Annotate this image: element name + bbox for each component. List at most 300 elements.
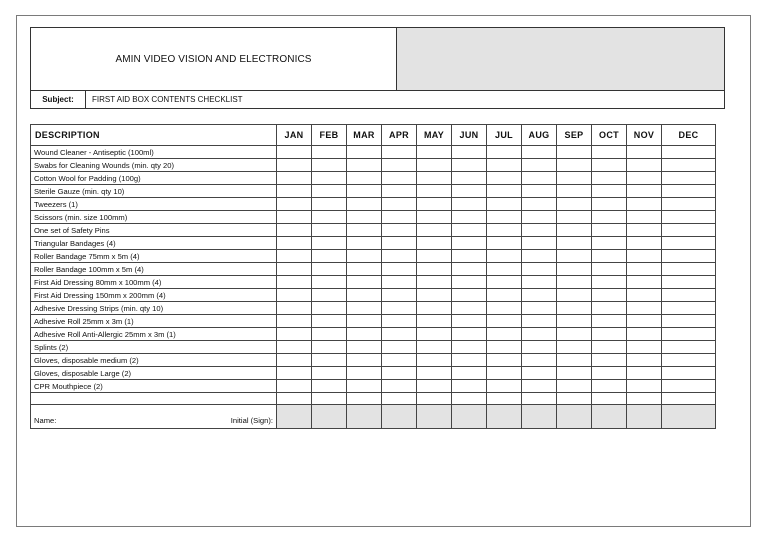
check-cell-jul[interactable] [487,276,522,289]
check-cell-mar[interactable] [347,380,382,393]
item-description: Roller Bandage 75mm x 5m (4) [31,250,277,263]
check-cell-oct[interactable] [592,185,627,198]
check-cell-jun[interactable] [452,146,487,159]
check-cell-sep[interactable] [557,185,592,198]
check-cell-dec[interactable] [662,146,716,159]
check-cell-nov[interactable] [627,146,662,159]
check-cell-feb[interactable] [312,367,347,380]
check-cell-jun[interactable] [452,172,487,185]
check-cell-sep[interactable] [557,302,592,315]
check-cell-aug[interactable] [522,211,557,224]
check-cell-jan[interactable] [277,263,312,276]
check-cell-nov[interactable] [627,289,662,302]
month-header-mar: MAR [347,125,382,146]
check-cell-jul[interactable] [487,263,522,276]
check-cell-oct[interactable] [592,341,627,354]
check-cell-sep[interactable] [557,172,592,185]
check-cell-aug[interactable] [522,172,557,185]
check-cell-apr[interactable] [382,302,417,315]
check-cell-jan[interactable] [277,354,312,367]
check-cell-oct[interactable] [592,211,627,224]
check-cell-jun[interactable] [452,328,487,341]
blank-cell [417,393,452,405]
check-cell-sep[interactable] [557,250,592,263]
check-cell-apr[interactable] [382,315,417,328]
check-cell-jun[interactable] [452,302,487,315]
check-cell-may[interactable] [417,237,452,250]
table-row [31,159,716,172]
check-cell-jan[interactable] [277,237,312,250]
check-cell-sep[interactable] [557,263,592,276]
check-cell-feb[interactable] [312,315,347,328]
blank-cell [277,393,312,405]
check-cell-mar[interactable] [347,328,382,341]
item-description: Sterile Gauze (min. qty 10) [31,185,277,198]
item-description: Triangular Bandages (4) [31,237,277,250]
check-cell-nov[interactable] [627,341,662,354]
check-cell-jun[interactable] [452,276,487,289]
month-header-aug: AUG [522,125,557,146]
check-cell-dec[interactable] [662,315,716,328]
check-cell-apr[interactable] [382,198,417,211]
item-description: First Aid Dressing 150mm x 200mm (4) [31,289,277,302]
check-cell-jan[interactable] [277,276,312,289]
check-cell-aug[interactable] [522,237,557,250]
check-cell-sep[interactable] [557,315,592,328]
check-cell-jul[interactable] [487,315,522,328]
check-cell-jul[interactable] [487,211,522,224]
check-cell-mar[interactable] [347,367,382,380]
check-cell-sep[interactable] [557,341,592,354]
check-cell-apr[interactable] [382,185,417,198]
check-cell-jun[interactable] [452,367,487,380]
check-cell-oct[interactable] [592,146,627,159]
table-row [31,315,716,328]
check-cell-feb[interactable] [312,341,347,354]
blank-cell [452,393,487,405]
check-cell-oct[interactable] [592,289,627,302]
name-cell[interactable] [31,405,277,429]
check-cell-dec[interactable] [662,224,716,237]
check-cell-nov[interactable] [627,315,662,328]
check-cell-jul[interactable] [487,159,522,172]
check-cell-feb[interactable] [312,146,347,159]
check-cell-mar[interactable] [347,172,382,185]
check-cell-aug[interactable] [522,146,557,159]
check-cell-jan[interactable] [277,185,312,198]
check-cell-apr[interactable] [382,276,417,289]
signature-cell-feb[interactable] [312,405,347,429]
check-cell-jul[interactable] [487,198,522,211]
check-cell-aug[interactable] [522,354,557,367]
check-cell-aug[interactable] [522,198,557,211]
check-cell-mar[interactable] [347,211,382,224]
table-row [31,276,716,289]
check-cell-nov[interactable] [627,380,662,393]
check-cell-nov[interactable] [627,276,662,289]
check-cell-feb[interactable] [312,354,347,367]
check-cell-dec[interactable] [662,172,716,185]
check-cell-jul[interactable] [487,367,522,380]
check-cell-jun[interactable] [452,198,487,211]
signature-cell-jun[interactable] [452,405,487,429]
check-cell-jan[interactable] [277,172,312,185]
check-cell-nov[interactable] [627,354,662,367]
check-cell-may[interactable] [417,302,452,315]
check-cell-may[interactable] [417,367,452,380]
form-header [30,27,725,109]
blank-cell [522,393,557,405]
check-cell-oct[interactable] [592,263,627,276]
item-description: Swabs for Cleaning Wounds (min. qty 20) [31,159,277,172]
check-cell-jul[interactable] [487,380,522,393]
check-cell-jul[interactable] [487,172,522,185]
check-cell-mar[interactable] [347,146,382,159]
check-cell-may[interactable] [417,289,452,302]
name-label: Name: [34,416,57,425]
check-cell-mar[interactable] [347,289,382,302]
item-description: One set of Safety Pins [31,224,277,237]
check-cell-jun[interactable] [452,354,487,367]
check-cell-jan[interactable] [277,380,312,393]
check-cell-sep[interactable] [557,159,592,172]
check-cell-feb[interactable] [312,263,347,276]
check-cell-sep[interactable] [557,276,592,289]
check-cell-apr[interactable] [382,250,417,263]
check-cell-dec[interactable] [662,159,716,172]
check-cell-nov[interactable] [627,198,662,211]
check-cell-jan[interactable] [277,159,312,172]
check-cell-nov[interactable] [627,302,662,315]
check-cell-mar[interactable] [347,276,382,289]
check-cell-feb[interactable] [312,328,347,341]
check-cell-feb[interactable] [312,224,347,237]
blank-cell [487,393,522,405]
check-cell-apr[interactable] [382,354,417,367]
item-description: First Aid Dressing 80mm x 100mm (4) [31,276,277,289]
check-cell-oct[interactable] [592,315,627,328]
blank-cell [347,393,382,405]
check-cell-jun[interactable] [452,315,487,328]
check-cell-jun[interactable] [452,250,487,263]
check-cell-sep[interactable] [557,146,592,159]
check-cell-sep[interactable] [557,380,592,393]
check-cell-jul[interactable] [487,224,522,237]
check-cell-jan[interactable] [277,302,312,315]
check-cell-may[interactable] [417,198,452,211]
check-cell-mar[interactable] [347,263,382,276]
check-cell-may[interactable] [417,263,452,276]
blank-cell [592,393,627,405]
table-row [31,224,716,237]
check-cell-may[interactable] [417,159,452,172]
check-cell-sep[interactable] [557,354,592,367]
check-cell-apr[interactable] [382,146,417,159]
check-cell-jul[interactable] [487,328,522,341]
check-cell-aug[interactable] [522,289,557,302]
item-description: Wound Cleaner - Antiseptic (100ml) [31,146,277,159]
check-cell-jan[interactable] [277,289,312,302]
check-cell-nov[interactable] [627,172,662,185]
signature-cell-aug[interactable] [522,405,557,429]
check-cell-aug[interactable] [522,315,557,328]
check-cell-jan[interactable] [277,224,312,237]
signature-cell-nov[interactable] [627,405,662,429]
check-cell-dec[interactable] [662,263,716,276]
signature-row [31,405,716,429]
check-cell-mar[interactable] [347,250,382,263]
check-cell-jul[interactable] [487,289,522,302]
check-cell-aug[interactable] [522,263,557,276]
check-cell-dec[interactable] [662,276,716,289]
table-row [31,146,716,159]
check-cell-oct[interactable] [592,250,627,263]
check-cell-nov[interactable] [627,224,662,237]
check-cell-may[interactable] [417,224,452,237]
check-cell-may[interactable] [417,185,452,198]
check-cell-dec[interactable] [662,289,716,302]
check-cell-dec[interactable] [662,302,716,315]
check-cell-jun[interactable] [452,237,487,250]
check-cell-jan[interactable] [277,328,312,341]
item-description: Scissors (min. size 100mm) [31,211,277,224]
check-cell-dec[interactable] [662,198,716,211]
check-cell-mar[interactable] [347,302,382,315]
company-name: AMIN VIDEO VISION AND ELECTRONICS [31,28,397,91]
check-cell-aug[interactable] [522,328,557,341]
logo-area [397,28,724,91]
check-cell-sep[interactable] [557,367,592,380]
check-cell-jan[interactable] [277,146,312,159]
check-cell-oct[interactable] [592,302,627,315]
check-cell-dec[interactable] [662,354,716,367]
item-description: Gloves, disposable Large (2) [31,367,277,380]
blank-row [31,393,716,405]
table-row [31,250,716,263]
check-cell-may[interactable] [417,276,452,289]
check-cell-feb[interactable] [312,211,347,224]
item-description: CPR Mouthpiece (2) [31,380,277,393]
check-cell-apr[interactable] [382,367,417,380]
check-cell-may[interactable] [417,328,452,341]
check-cell-oct[interactable] [592,328,627,341]
check-cell-jan[interactable] [277,341,312,354]
check-cell-oct[interactable] [592,380,627,393]
check-cell-nov[interactable] [627,367,662,380]
item-description: Adhesive Roll Anti-Allergic 25mm x 3m (1) [31,328,277,341]
check-cell-jul[interactable] [487,146,522,159]
check-cell-oct[interactable] [592,198,627,211]
check-cell-feb[interactable] [312,237,347,250]
check-cell-feb[interactable] [312,276,347,289]
check-cell-apr[interactable] [382,380,417,393]
check-cell-nov[interactable] [627,185,662,198]
check-cell-may[interactable] [417,146,452,159]
signature-cell-sep[interactable] [557,405,592,429]
check-cell-oct[interactable] [592,224,627,237]
table-row [31,354,716,367]
check-cell-nov[interactable] [627,263,662,276]
check-cell-apr[interactable] [382,159,417,172]
table-row [31,211,716,224]
check-cell-jul[interactable] [487,354,522,367]
check-cell-oct[interactable] [592,276,627,289]
check-cell-may[interactable] [417,211,452,224]
check-cell-jun[interactable] [452,341,487,354]
check-cell-jan[interactable] [277,315,312,328]
check-cell-oct[interactable] [592,237,627,250]
table-header-row [31,125,716,146]
signature-cell-may[interactable] [417,405,452,429]
check-cell-sep[interactable] [557,237,592,250]
check-cell-mar[interactable] [347,237,382,250]
blank-cell [382,393,417,405]
blank-cell [31,393,277,405]
check-cell-sep[interactable] [557,224,592,237]
table-row [31,198,716,211]
month-header-jul: JUL [487,125,522,146]
check-cell-apr[interactable] [382,263,417,276]
check-cell-may[interactable] [417,380,452,393]
check-cell-apr[interactable] [382,341,417,354]
check-cell-apr[interactable] [382,289,417,302]
signature-cell-jan[interactable] [277,405,312,429]
month-header-oct: OCT [592,125,627,146]
check-cell-sep[interactable] [557,198,592,211]
check-cell-jun[interactable] [452,224,487,237]
check-cell-nov[interactable] [627,250,662,263]
check-cell-jul[interactable] [487,341,522,354]
check-cell-jun[interactable] [452,211,487,224]
check-cell-sep[interactable] [557,211,592,224]
check-cell-jul[interactable] [487,185,522,198]
check-cell-dec[interactable] [662,211,716,224]
check-cell-feb[interactable] [312,250,347,263]
check-cell-feb[interactable] [312,289,347,302]
month-header-jan: JAN [277,125,312,146]
check-cell-aug[interactable] [522,159,557,172]
check-cell-apr[interactable] [382,211,417,224]
check-cell-may[interactable] [417,172,452,185]
check-cell-apr[interactable] [382,172,417,185]
check-cell-dec[interactable] [662,380,716,393]
check-cell-dec[interactable] [662,341,716,354]
check-cell-oct[interactable] [592,172,627,185]
check-cell-sep[interactable] [557,289,592,302]
blank-cell [627,393,662,405]
initial-label: Initial (Sign): [230,416,273,425]
check-cell-feb[interactable] [312,198,347,211]
check-cell-jul[interactable] [487,237,522,250]
check-cell-mar[interactable] [347,315,382,328]
check-cell-jan[interactable] [277,367,312,380]
table-row [31,302,716,315]
check-cell-apr[interactable] [382,224,417,237]
check-cell-jun[interactable] [452,380,487,393]
subject-label: Subject: [31,91,86,108]
month-header-may: MAY [417,125,452,146]
check-cell-aug[interactable] [522,185,557,198]
table-row [31,172,716,185]
check-cell-feb[interactable] [312,172,347,185]
check-cell-nov[interactable] [627,328,662,341]
check-cell-jan[interactable] [277,250,312,263]
month-header-jun: JUN [452,125,487,146]
check-cell-apr[interactable] [382,237,417,250]
item-description: Cotton Wool for Padding (100g) [31,172,277,185]
check-cell-may[interactable] [417,250,452,263]
signature-cell-apr[interactable] [382,405,417,429]
check-cell-aug[interactable] [522,341,557,354]
table-row [31,367,716,380]
check-cell-dec[interactable] [662,328,716,341]
table-row [31,380,716,393]
check-cell-oct[interactable] [592,367,627,380]
check-cell-nov[interactable] [627,211,662,224]
check-cell-jun[interactable] [452,263,487,276]
check-cell-may[interactable] [417,354,452,367]
check-cell-sep[interactable] [557,328,592,341]
check-cell-jun[interactable] [452,159,487,172]
check-cell-jan[interactable] [277,198,312,211]
signature-cell-jul[interactable] [487,405,522,429]
check-cell-nov[interactable] [627,237,662,250]
signature-cell-oct[interactable] [592,405,627,429]
check-cell-oct[interactable] [592,159,627,172]
check-cell-aug[interactable] [522,276,557,289]
check-cell-mar[interactable] [347,341,382,354]
table-row [31,341,716,354]
signature-cell-mar[interactable] [347,405,382,429]
check-cell-jul[interactable] [487,250,522,263]
table-row [31,263,716,276]
check-cell-mar[interactable] [347,159,382,172]
check-cell-aug[interactable] [522,380,557,393]
check-cell-jan[interactable] [277,211,312,224]
check-cell-jun[interactable] [452,185,487,198]
item-description: Adhesive Dressing Strips (min. qty 10) [31,302,277,315]
check-cell-mar[interactable] [347,354,382,367]
check-cell-aug[interactable] [522,224,557,237]
check-cell-mar[interactable] [347,185,382,198]
signature-cell-dec[interactable] [662,405,716,429]
checklist-table [30,124,716,429]
check-cell-jun[interactable] [452,289,487,302]
check-cell-apr[interactable] [382,328,417,341]
check-cell-aug[interactable] [522,367,557,380]
check-cell-dec[interactable] [662,237,716,250]
month-header-dec: DEC [662,125,716,146]
check-cell-feb[interactable] [312,380,347,393]
check-cell-mar[interactable] [347,198,382,211]
check-cell-dec[interactable] [662,185,716,198]
check-cell-aug[interactable] [522,250,557,263]
check-cell-oct[interactable] [592,354,627,367]
check-cell-jul[interactable] [487,302,522,315]
check-cell-nov[interactable] [627,159,662,172]
check-cell-feb[interactable] [312,159,347,172]
check-cell-may[interactable] [417,341,452,354]
check-cell-dec[interactable] [662,250,716,263]
item-description: Tweezers (1) [31,198,277,211]
blank-cell [662,393,716,405]
check-cell-feb[interactable] [312,302,347,315]
check-cell-aug[interactable] [522,302,557,315]
check-cell-feb[interactable] [312,185,347,198]
check-cell-mar[interactable] [347,224,382,237]
check-cell-may[interactable] [417,315,452,328]
check-cell-dec[interactable] [662,367,716,380]
